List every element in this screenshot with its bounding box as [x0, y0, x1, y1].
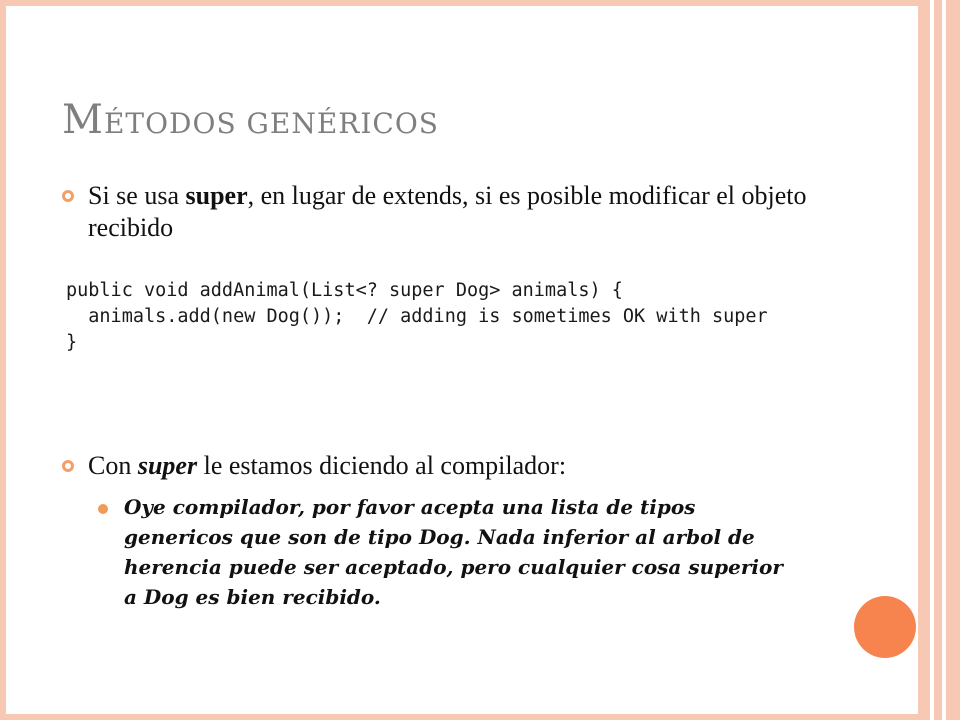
bullet-1-bold: super [185, 181, 248, 210]
ring-bullet-icon [62, 460, 74, 472]
bullet-2-post: le estamos diciendo al compilador: [197, 451, 567, 480]
sub-bullet-text: Oye compilador, por favor acepta una lista de tipos genericos que son de tipo Dog. Nada inferior al arbol de herencia puede ser aceptado, pero cualquier cosa superior a Dog es bien recibido. [124, 495, 783, 609]
bullet-2-pre: Con [88, 451, 138, 480]
bullet-2-text [88, 450, 566, 482]
bullet-2-bold: super [137, 451, 198, 480]
bullet-1-text [88, 180, 842, 244]
right-stripe [918, 0, 930, 720]
right-stripe [934, 0, 942, 720]
slide-title [62, 97, 439, 143]
dot-bullet-icon [98, 504, 108, 514]
bullet-1-pre: Si se usa [88, 181, 186, 210]
code-line: } [66, 332, 78, 353]
sub-bullet [98, 492, 798, 612]
right-stripe [946, 0, 960, 720]
decorative-circle [854, 596, 916, 658]
bullet-1-post: , en lugar de extends, si es posible modificar el objeto recibido [88, 181, 807, 242]
code-line: animals.add(new Dog()); // adding is sometimes OK with super [66, 306, 768, 327]
bottom-border [0, 714, 960, 720]
title-rest: ÉTODOS GENÉRICOS [103, 107, 439, 140]
bullet-1 [62, 180, 842, 244]
bullet-2 [62, 450, 842, 482]
title-initial: M [62, 97, 104, 143]
code-line: public void addAnimal(List<? super Dog> animals) { [66, 280, 623, 301]
ring-bullet-icon [62, 190, 74, 202]
left-border [0, 0, 6, 720]
top-border [0, 0, 960, 6]
code-block [66, 278, 768, 356]
